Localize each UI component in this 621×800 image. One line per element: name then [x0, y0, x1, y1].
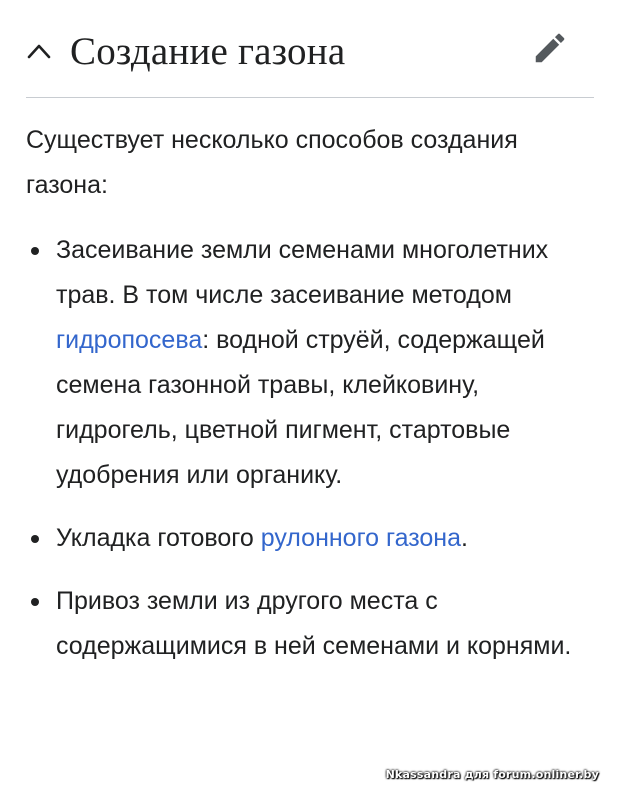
section-divider: [26, 97, 594, 98]
list-item: [26, 516, 596, 561]
list-item-text: Укладка готового: [56, 524, 261, 552]
intro-paragraph: Существует несколько способов создания газона:: [26, 126, 518, 199]
section-title: Создание газона: [70, 29, 346, 73]
list-item-text: : водной струёй, содержащей семена газонной травы, клейковину, гидрогель, цветной пигмент, стартовые удобрения или органику.: [56, 326, 545, 489]
bullet-dot: [31, 598, 39, 606]
list-item-text: Засеивание земли семенами многолетних трав. В том числе засеивание методом: [56, 236, 549, 309]
methods-list: [26, 228, 596, 669]
link-rolled-lawn[interactable]: рулонного газона: [260, 524, 461, 552]
watermark: Nkassandra для forum.onliner.by: [385, 768, 599, 781]
link-hydroseeding[interactable]: гидропосева: [56, 326, 203, 354]
edit-section-button[interactable]: [528, 28, 572, 72]
list-item: [26, 579, 596, 669]
bullet-dot: [31, 247, 39, 255]
list-item-text: Привоз земли из другого места с содержащимися в ней семенами и корнями.: [56, 587, 572, 660]
list-item: [26, 228, 596, 498]
cutoff-content: [56, 793, 96, 800]
bullet-dot: [31, 535, 39, 543]
section-header[interactable]: [26, 22, 594, 80]
chevron-up-icon[interactable]: [26, 31, 62, 71]
section-content: [26, 118, 596, 687]
pencil-icon: [531, 29, 569, 72]
list-item-text: .: [461, 524, 468, 552]
